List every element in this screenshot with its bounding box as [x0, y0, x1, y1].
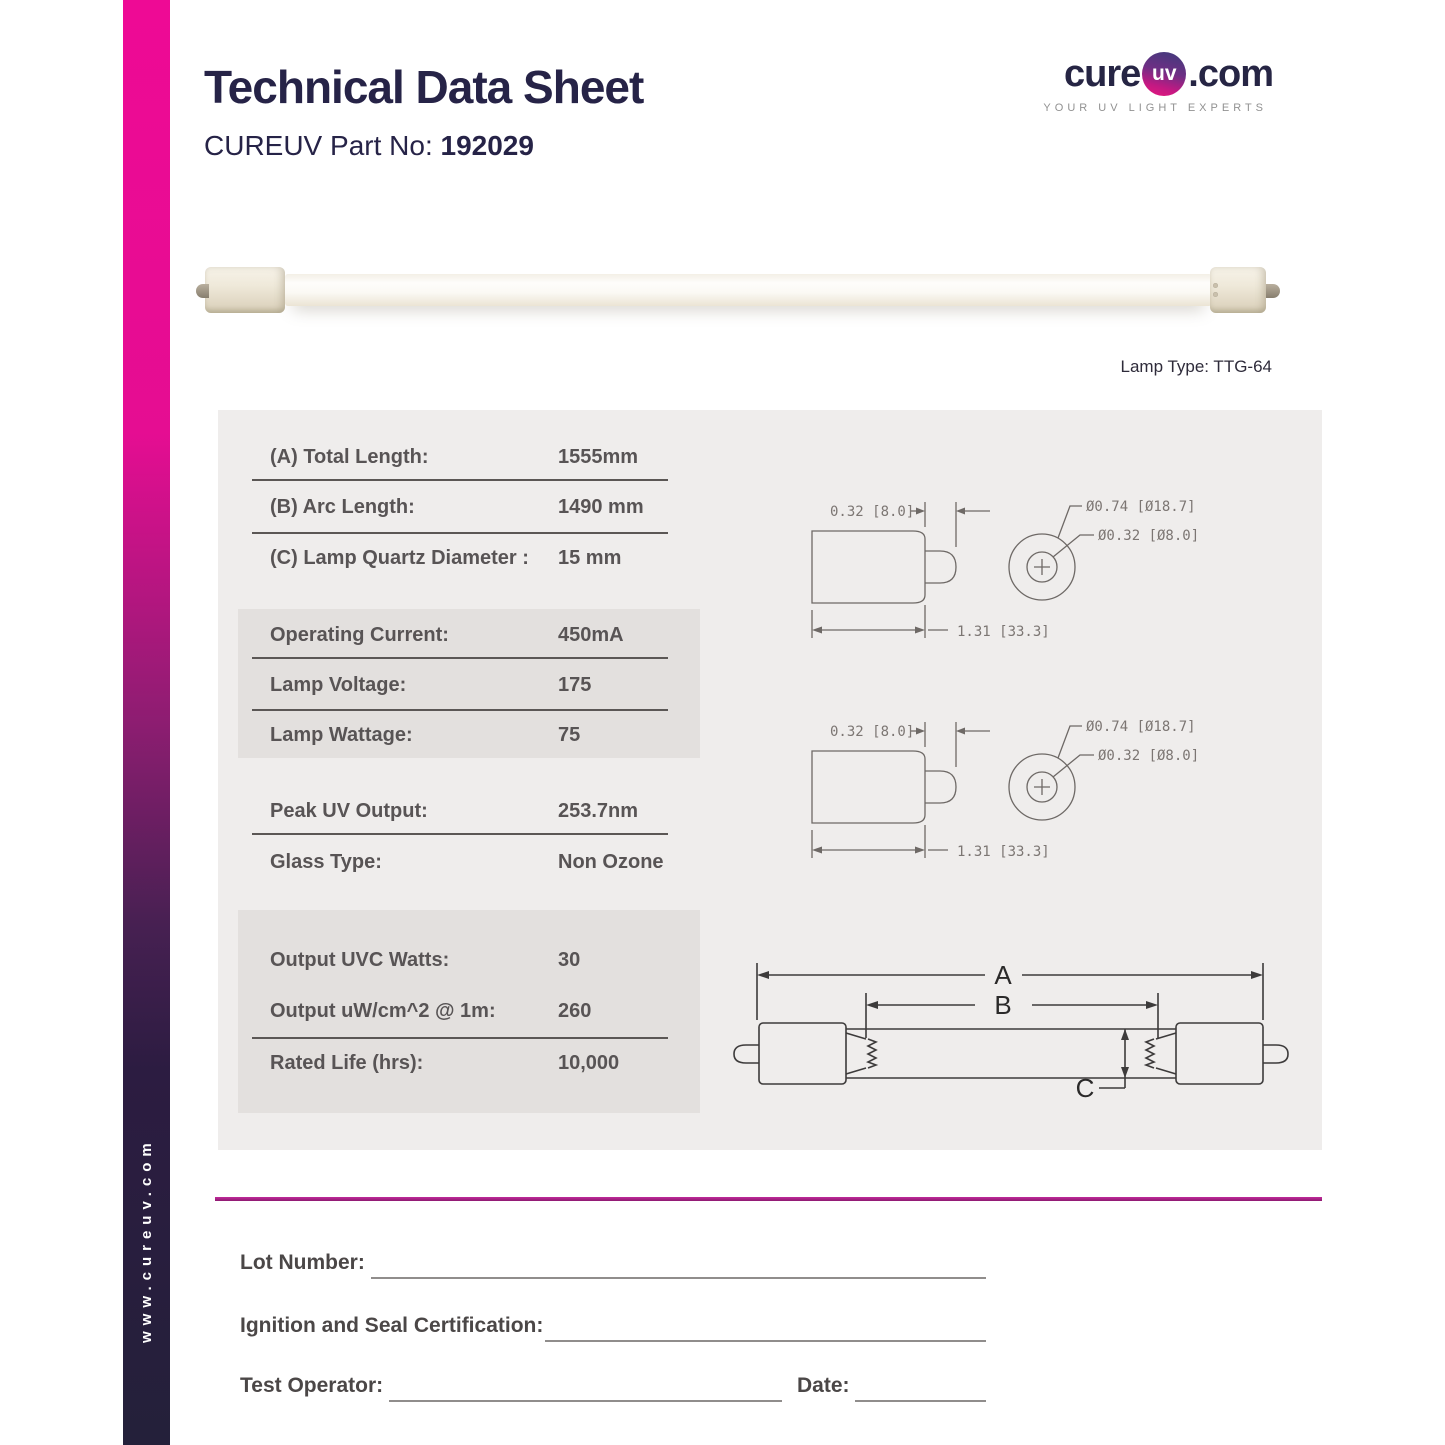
spec-label: Lamp Wattage: — [270, 724, 413, 746]
spec-row — [270, 946, 580, 974]
pin-diameter-dim: Ø0.32 [Ø8.0] — [1098, 528, 1200, 544]
lamp-dimension-diagram — [720, 950, 1320, 1103]
pin-length-dim: 0.32 [8.0] — [830, 504, 915, 520]
cureuv-logo — [1064, 52, 1273, 96]
row-divider — [252, 532, 668, 534]
cap-length-dim: 1.31 [33.3] — [957, 844, 1050, 860]
pin-length-dim: 0.32 [8.0] — [830, 724, 915, 740]
logo-cure-text: cure — [1064, 52, 1141, 95]
spec-row — [270, 443, 638, 471]
row-divider — [252, 1037, 668, 1039]
spec-label: Output uW/cm^2 @ 1m: — [270, 1000, 496, 1022]
lamp-type-label: Lamp Type: TTG-64 — [1120, 357, 1272, 376]
date-label: Date: — [797, 1374, 850, 1397]
spec-row — [270, 848, 664, 876]
uv-badge-text: uv — [1152, 62, 1177, 85]
pin-hole-dot — [1213, 292, 1218, 297]
spec-row — [270, 1049, 619, 1077]
lot-number-line — [371, 1277, 986, 1279]
test-operator-line — [389, 1400, 782, 1402]
certification-label: Ignition and Seal Certification: — [240, 1314, 544, 1337]
test-operator-label: Test Operator: — [240, 1374, 384, 1397]
spec-value: 75 — [558, 724, 581, 746]
end-cap-drawing-top — [800, 490, 1240, 650]
spec-value: 10,000 — [558, 1052, 620, 1074]
spec-row — [270, 671, 591, 699]
spec-label: Operating Current: — [270, 624, 449, 646]
row-divider — [252, 833, 668, 835]
spec-value: 450mA — [558, 624, 624, 646]
lamp-end-cap-right — [1210, 267, 1266, 313]
page-title: Technical Data Sheet — [204, 61, 644, 113]
spec-label: (A) Total Length: — [270, 446, 429, 468]
lamp-pin-right — [1266, 284, 1280, 298]
lamp-product-image — [195, 265, 1285, 315]
spec-value: 260 — [558, 1000, 592, 1022]
dim-label-a: A — [994, 960, 1012, 990]
spec-row — [270, 721, 580, 749]
spec-row — [270, 797, 638, 825]
spec-value: 15 mm — [558, 547, 622, 569]
dim-label-c: C — [1075, 1073, 1095, 1103]
cap-length-dim: 1.31 [33.3] — [957, 624, 1050, 640]
pin-hole-dot — [1213, 283, 1218, 288]
spec-row — [270, 997, 591, 1025]
spec-row — [270, 544, 621, 572]
date-line — [855, 1400, 986, 1402]
lamp-end-cap-left — [205, 267, 285, 313]
lamp-tube — [285, 274, 1212, 306]
row-divider — [252, 657, 668, 659]
lamp-pin-left — [196, 284, 209, 298]
spec-value: 175 — [558, 674, 592, 696]
spec-row — [270, 493, 644, 521]
cap-diameter-dim: Ø0.74 [Ø18.7] — [1086, 719, 1196, 735]
spec-label: Glass Type: — [270, 851, 382, 873]
spec-row — [270, 621, 624, 649]
cap-diameter-dim: Ø0.74 [Ø18.7] — [1086, 499, 1196, 515]
logo-tagline: YOUR UV LIGHT EXPERTS — [1043, 102, 1267, 114]
lot-number-label: Lot Number: — [240, 1251, 365, 1274]
part-number-value: 192029 — [440, 130, 534, 161]
row-divider — [252, 479, 668, 481]
uv-badge-icon — [1142, 52, 1186, 96]
spec-label: (C) Lamp Quartz Diameter : — [270, 547, 529, 569]
row-divider — [252, 709, 668, 711]
magenta-divider — [215, 1197, 1322, 1201]
spec-value: 30 — [558, 949, 581, 971]
pin-diameter-dim: Ø0.32 [Ø8.0] — [1098, 748, 1200, 764]
spec-label: Peak UV Output: — [270, 800, 428, 822]
spec-value: Non Ozone — [558, 851, 664, 873]
spec-value: 1490 mm — [558, 496, 644, 518]
spec-value: 1555mm — [558, 446, 639, 468]
side-accent-bar — [123, 0, 170, 1445]
part-number-line — [204, 130, 534, 162]
website-vertical-text: www.cureuv.com — [138, 1137, 155, 1343]
certification-line — [545, 1340, 986, 1342]
spec-label: Rated Life (hrs): — [270, 1052, 424, 1074]
spec-label: Lamp Voltage: — [270, 674, 407, 696]
spec-label: (B) Arc Length: — [270, 496, 415, 518]
dim-label-b: B — [994, 990, 1012, 1020]
spec-label: Output UVC Watts: — [270, 949, 450, 971]
logo-com-text: .com — [1188, 52, 1273, 95]
part-number-label: CUREUV Part No: — [204, 130, 441, 161]
end-cap-drawing-bottom — [800, 710, 1240, 870]
spec-value: 253.7nm — [558, 800, 639, 822]
